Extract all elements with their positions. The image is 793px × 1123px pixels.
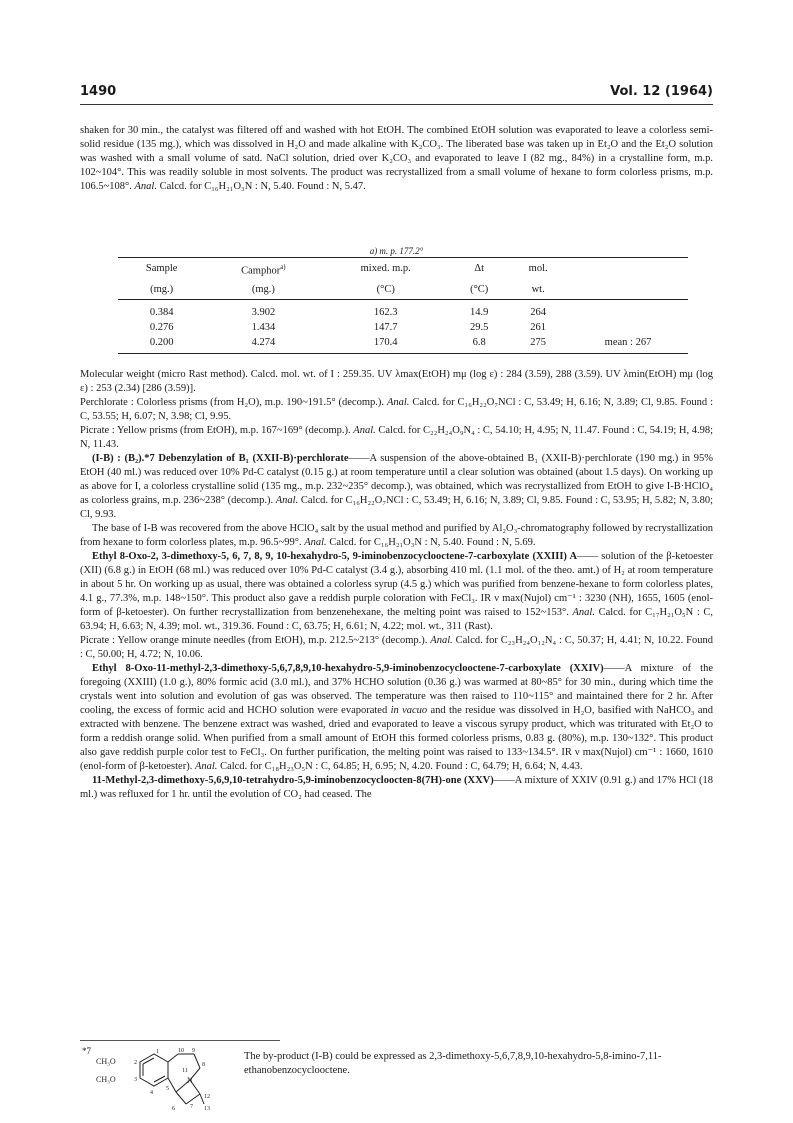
paragraph-text: Calcd. for C₁₆H₂₂O₇NCl : C, 53.49; H, 6.16; N, 3.89; Cl, 9.85. Found : C, 53.55; H, 6.07; N, 3.98; Cl, 9.95. <box>80 397 714 422</box>
atom-number: 8 <box>202 1062 205 1068</box>
paragraph-text: Picrate : Yellow orange minute needles (from EtOH), m.p. 212.5~213° (decomp.). <box>80 635 428 646</box>
table-caption: a) m. p. 177.2° <box>369 246 424 256</box>
paragraph-text: The base of I-B was recovered from the above HClO₄ salt by the usual method and purified by Al₂O₃-chromatography followed by recrystallization from hexane to form colorless plates, m.p. 96.5~99°. <box>80 523 713 548</box>
paragraph-block-2 <box>80 368 713 802</box>
atom-number: 7 <box>190 1104 193 1110</box>
table-cell: 0.200 <box>118 335 205 354</box>
footnote-rule <box>80 1040 280 1041</box>
atom-number: 6 <box>172 1106 175 1112</box>
table-header: Sample <box>118 258 205 281</box>
atom-number: 11 <box>182 1068 188 1074</box>
table-cell: 29.5 <box>469 321 489 333</box>
table-cell: 147.7 <box>373 321 398 333</box>
table-cell: 275 <box>508 335 568 354</box>
table-header: mixed. m.p. <box>321 258 450 281</box>
base-paragraph <box>80 522 713 550</box>
anal-label: Anal. <box>194 761 218 772</box>
table-row <box>118 320 688 335</box>
paragraph-block-1 <box>80 124 713 194</box>
paragraph-text: Picrate : Yellow prisms (from EtOH), m.p. 167~169° (decomp.). <box>80 425 351 436</box>
perchlorate-paragraph <box>80 396 713 424</box>
molecular-weight-table <box>118 257 688 354</box>
picrate-paragraph <box>80 424 713 452</box>
xxiii-paragraph <box>80 550 713 634</box>
anal-label: Anal. <box>386 397 410 408</box>
benzene-ring <box>140 1054 168 1086</box>
volume-label: Vol. 12 (1964) <box>610 84 713 99</box>
anal-label: Anal. <box>353 425 376 436</box>
table-cell <box>568 299 688 320</box>
footnote-mark: *7 <box>82 1046 91 1056</box>
xxv-paragraph <box>80 774 713 802</box>
table-cell: 1.434 <box>251 321 276 333</box>
page-number: 1490 <box>80 84 117 99</box>
paragraph <box>80 124 713 194</box>
section-heading: 11-Methyl-2,3-dimethoxy-5,6,9,10-tetrahydro-5,9-iminobenzocycloocten-8(7H)-one (XXV) <box>92 775 494 786</box>
table-header: mol. <box>508 258 568 281</box>
atom-number: 5 <box>166 1086 169 1092</box>
paragraph-text: ——A mixture of XXIV (0.91 g.) and 17% HCl (18 ml.) was refluxed for 1 hr. until the evolution of CO₂ had ceased. The <box>80 775 713 800</box>
table-cell: 14.9 <box>469 306 489 318</box>
paragraph-text: Calcd. for C₂₂H₂₄O₉N₄ : C, 54.10; H, 4.95; N, 11.47. Found : C, 54.19; H, 4.98; N, 11.43. <box>80 425 713 450</box>
table-header-unit: (mg.) <box>205 281 321 300</box>
section-heading: (I-B) : (B₂).*7 Debenzylation of B₁ (XXII-B)·perchlorate <box>92 453 349 464</box>
table-cell <box>568 320 688 335</box>
nitrogen-label: N <box>187 1076 193 1085</box>
paragraph-text: Calcd. for C₁₆H₂₁O₃N : N, 5.40. Found : N, 5.69. <box>329 537 536 548</box>
table-cell: 261 <box>530 321 547 333</box>
anal-label: Anal. <box>304 537 327 548</box>
table-cell: mean : 267 <box>568 335 688 354</box>
table-cell: 4.274 <box>205 335 321 354</box>
paragraph-text: Calcd. for C₁₆H₂₁O₃N : N, 5.40. Found : N, 5.47. <box>159 181 366 192</box>
picrate-paragraph <box>80 634 713 662</box>
table-row <box>118 299 688 320</box>
anal-label: Anal. <box>572 607 595 618</box>
table-header: Δt <box>450 258 508 281</box>
paragraph-text: —— solution of the β-ketoester (XII) (6.8 g.) in EtOH (68 ml.) was reduced over 10% Pd-C catalyst (3.4 g.), absorbing 410 ml. (1.1 mol. of the theo. amt.) of H₂ at room temperature in about 5 hr. On working up as usual, there was obtained a colorless syrup (4.5 g.) which was purified from benzene-hexane to form colorless plates, 4.1 g., 77.3%, m.p. 148~150°. This product also gave a reddish purple coloration with FeCl₃. IR ν max(Nujol) cm⁻¹ : 3230 (NH), 1655, 1605 (enol-form of β-ketoester). On further recrystallization from benzenehexane, the melting point was raised to 152~153°. <box>80 551 713 618</box>
table-cell: 6.8 <box>450 335 508 354</box>
anal-label: Anal. <box>275 495 299 506</box>
paragraph-text: Calcd. for C₁₇H₂₁O₅N : C, 63.94; H, 6.63; N, 4.39; mol. wt., 319.36. Found : C, 63.75; H, 6.61; N, 4.22; mol. wt., 311 (Rast). <box>80 607 714 632</box>
chemical-structure <box>96 1048 226 1112</box>
anal-label: Anal. <box>134 181 157 192</box>
paragraph-text: ——A suspension of the above-obtained B₁ (XXII-B)·perchlorate (190 mg.) in 95% EtOH (40 ml.) was reduced over 10% Pd-C catalyst (0.15 g.) at room temperature until a clear solution was obtained (about 1.5 days). On working up as above for I, a colorless crystalline solid (135 mg., m.p. 232~235° decomp.), was obtained, which was recrystallized from EtOH to give I-B·HClO₄ as colorless grains, m.p. 236~238° (decomp.). <box>80 453 713 506</box>
table-cell: 162.3 <box>373 306 398 318</box>
atom-number: 12 <box>204 1094 210 1100</box>
table-cell: 170.4 <box>321 335 450 354</box>
atom-number: 3 <box>134 1077 137 1083</box>
table-header-unit: (mg.) <box>118 281 205 300</box>
paragraph-text: ——A mixture of the foregoing (XXIII) (1.0 g.), 80% formic acid (3.0 ml.), and 37% HCHO solution (0.36 g.) was warmed at 80~85° for 30 min., during which time the crystals went into solution and evolution of gas was observed. The temperature was then raised to 110~115° and maintained there for 2 hr. After cooling, the excess of formic acid and HCHO solution were evaporated <box>80 663 713 716</box>
atom-number: 1 <box>156 1049 159 1055</box>
table-cell: 264 <box>530 306 547 318</box>
atom-number: 2 <box>134 1060 137 1066</box>
methoxy-label: CH₃O <box>96 1075 116 1084</box>
table-header-unit: (°C) <box>321 281 450 300</box>
anal-label: Anal. <box>430 635 453 646</box>
paragraph-text: shaken for 30 min., the catalyst was filtered off and washed with hot EtOH. The combined EtOH solution was evaporated to leave a colorless semi-solid residue (135 mg.), which was dissolved in H₂O and made alkaline with K₂CO₃. The liberated base was taken up in Et₂O and the Et₂O solution was washed with a small volume of satd. NaCl solution, dried over K₂CO₃ and evaporated to leave I (82 mg., 84%) in a crystalline form, m.p. 102~104°. This was readily soluble in most solvents. The product was recrystallized from a small volume of hexane to form colorless prisms, m.p. 106.5~108°. <box>80 125 713 192</box>
header-rule <box>80 104 713 105</box>
table-header <box>568 258 688 281</box>
atom-number: 13 <box>204 1106 210 1112</box>
xxiv-paragraph <box>80 662 713 774</box>
table-header-unit: wt. <box>508 281 568 300</box>
paragraph-text: Perchlorate : Colorless prisms (from H₂O), m.p. 190~191.5° (decomp.). <box>80 397 385 408</box>
paragraph-text: Calcd. for C₁₈H₂₃O₅N : C, 64.85; H, 6.95; N, 4.20. Found : C, 64.79; H, 6.64; N, 4.43. <box>220 761 583 772</box>
italic-term: in vacuo <box>390 705 428 716</box>
table-header: Camphor$^{a)}$ <box>205 258 321 281</box>
table-cell: 0.384 <box>149 306 174 318</box>
methoxy-label: CH₃O <box>96 1057 116 1066</box>
atom-number: 9 <box>192 1048 195 1054</box>
table-header-unit: (°C) <box>450 281 508 300</box>
table-header-unit <box>568 281 688 300</box>
paragraph-text: Calcd. for C₁₆H₂₂O₇NCl : C, 53.49; H, 6.16; N, 3.89; Cl, 9.85. Found : C, 53.95; H, 5.82; N, 3.80; Cl, 9.93. <box>80 495 714 520</box>
table-cell: 3.902 <box>251 306 276 318</box>
ib-paragraph <box>80 452 713 522</box>
table-row <box>118 335 688 354</box>
section-heading: Ethyl 8-Oxo-11-methyl-2,3-dimethoxy-5,6,7,8,9,10-hexahydro-5,9-iminobenzocyclooctene-7-carboxylate (XXIV) <box>92 663 604 674</box>
footnote-text: The by-product (I-B) could be expressed as 2,3-dimethoxy-5,6,7,8,9,10-hexahydro-5,8-imino-7,11-ethanobenzocyclooctene. <box>244 1051 662 1076</box>
atom-number: 4 <box>150 1090 153 1096</box>
mol-weight-paragraph: Molecular weight (micro Rast method). Calcd. mol. wt. of I : 259.35. UV λmax(EtOH) mμ (log ε) : 284 (3.59), 288 (3.59). UV λmin(EtOH) mμ (log ε) : 253 (2.34) [286 (3.59)]. <box>80 369 713 394</box>
paragraph-text: and the residue was dissolved in H₂O, basified with NaHCO₃ and extracted with benzene. The benzene extract was washed, dried and evaporated to leave a viscous syrupy product, which was triturated with Et₂O to form a reddish orange solid. When purified from a small amount of EtOH this formed colorless prisms, 0.83 g. (80%), m.p. 130~132°. This product also gave reddish purple color test to FeCl₃. On further purification, the melting point was raised to 133~134.5°. IR ν max(Nujol) cm⁻¹ : 1660, 1610 (enol-form of β-ketoester). <box>80 705 713 772</box>
atom-number: 10 <box>178 1048 184 1054</box>
table-cell: 0.276 <box>149 321 174 333</box>
section-heading: Ethyl 8-Oxo-2, 3-dimethoxy-5, 6, 7, 8, 9, 10-hexahydro-5, 9-iminobenzocyclooctene-7-carboxylate (XXIII) A <box>92 551 578 562</box>
paragraph-text: Calcd. for C₂₃H₂₄O₁₂N₄ : C, 50.37; H, 4.41; N, 10.22. Found : C, 50.00; H, 4.72; N, 10.06. <box>80 635 713 660</box>
